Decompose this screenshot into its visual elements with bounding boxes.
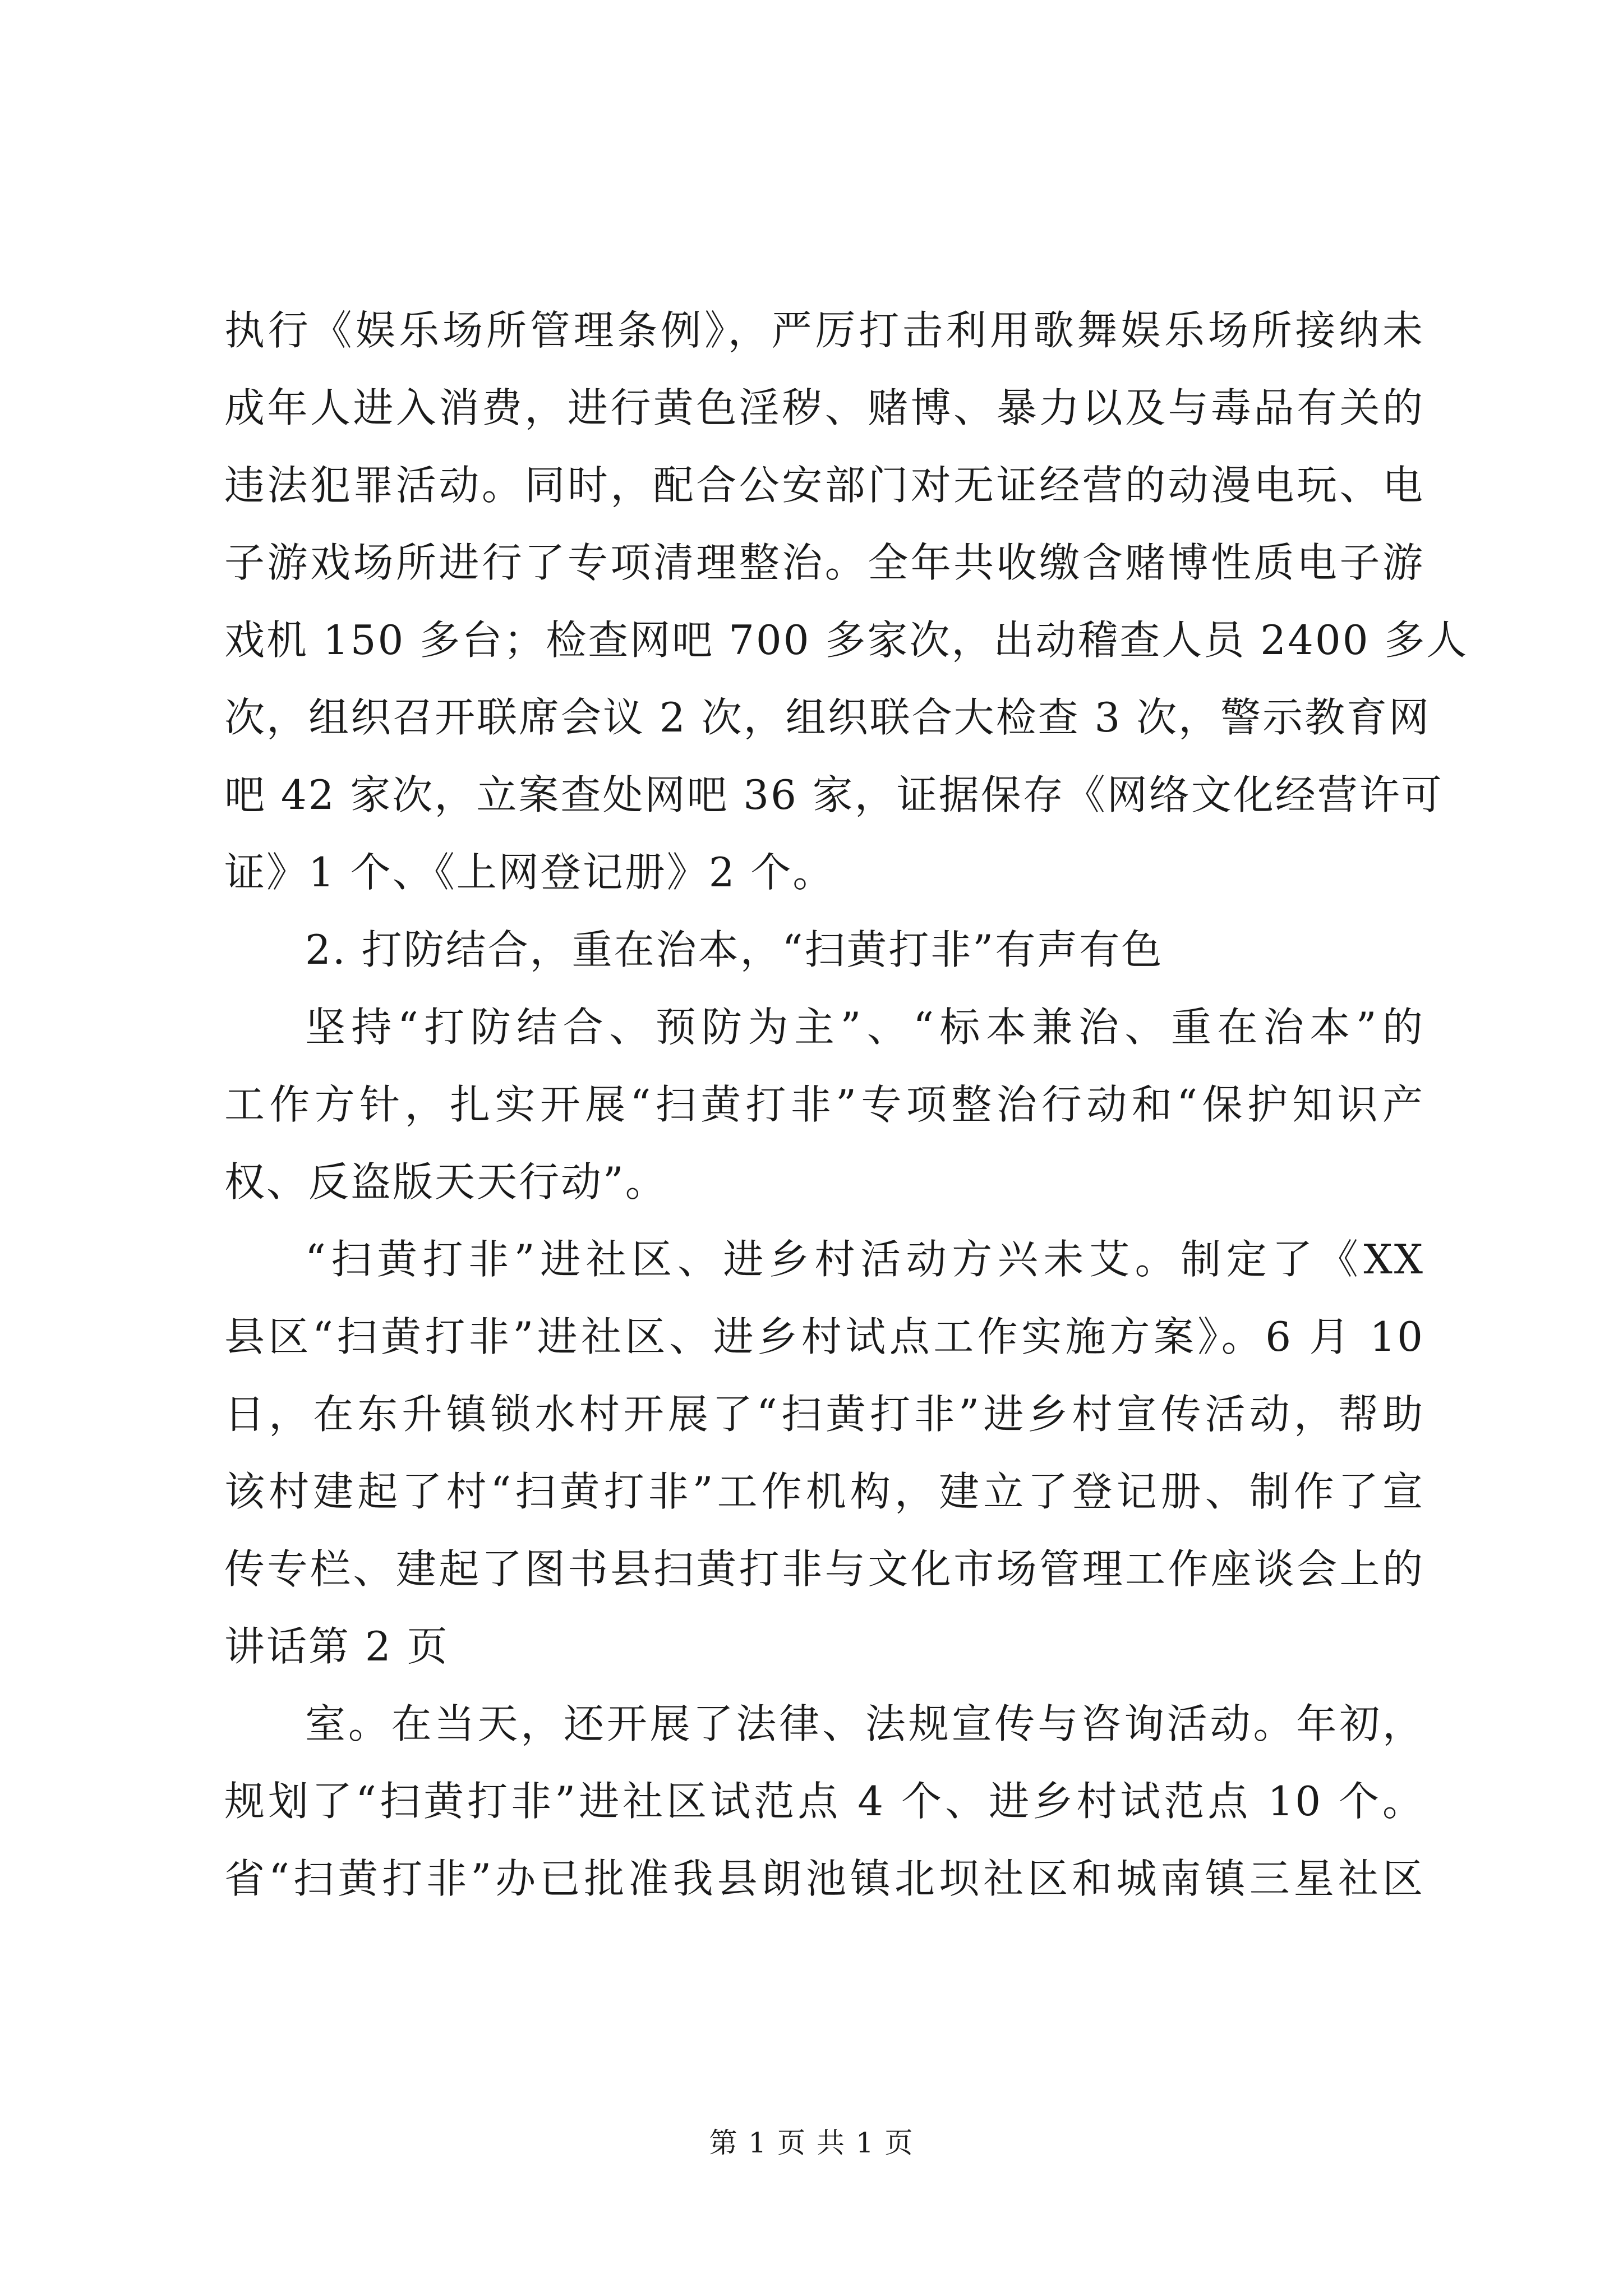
paragraph-2-line-2: 工作方针，扎实开展“扫黄打非”专项整治行动和“保护知识产 <box>224 1081 1424 1128</box>
paragraph-1-line-3: 违法犯罪活动。同时，配合公安部门对无证经营的动漫电玩、电 <box>224 462 1424 509</box>
paragraph-3-line-2: 县区“扫黄打非”进社区、进乡村试点工作实施方案》。6 月 10 <box>224 1313 1424 1360</box>
paragraph-1-line-6: 次，组织召开联席会议 2 次，组织联合大检查 3 次，警示教育网 <box>224 694 1431 741</box>
paragraph-1-line-8: 证》1 个、《上网登记册》2 个。 <box>224 849 835 896</box>
paragraph-3-line-1: “扫黄打非”进社区、进乡村活动方兴未艾。制定了《XX <box>305 1236 1424 1283</box>
paragraph-3-line-4: 该村建起了村“扫黄打非”工作机构，建立了登记册、制作了宣 <box>224 1468 1424 1515</box>
paragraph-2-line-1: 坚持“打防结合、预防为主”、“标本兼治、重在治本”的 <box>305 1004 1424 1051</box>
paragraph-1-line-2: 成年人进入消费，进行黄色淫秽、赌博、暴力以及与毒品有关的 <box>224 384 1424 431</box>
paragraph-1-line-5: 戏机 150 多台；检查网吧 700 多家次，出动稽查人员 2400 多人 <box>224 616 1469 664</box>
paragraph-2-line-3: 权、反盗版天天行动”。 <box>224 1158 667 1205</box>
paragraph-1-line-4: 子游戏场所进行了专项清理整治。全年共收缴含赌博性质电子游 <box>224 539 1424 586</box>
paragraph-1-line-1: 执行《娱乐场所管理条例》，严厉打击利用歌舞娱乐场所接纳未 <box>224 307 1424 354</box>
paragraph-3-line-3: 日，在东升镇锁水村开展了“扫黄打非”进乡村宣传活动，帮助 <box>224 1391 1424 1438</box>
page-number-label: 第 1 页 共 1 页 <box>709 2127 914 2159</box>
document-body <box>224 292 1469 1917</box>
paragraph-3-line-6: 讲话第 2 页 <box>224 1623 449 1670</box>
page-footer <box>0 2120 1623 2161</box>
paragraph-4-line-2: 规划了“扫黄打非”进社区试范点 4 个、进乡村试范点 10 个。 <box>224 1778 1424 1825</box>
paragraph-3-line-5: 传专栏、建起了图书县扫黄打非与文化市场管理工作座谈会上的 <box>224 1545 1424 1593</box>
paragraph-4-line-3: 省“扫黄打非”办已批准我县朗池镇北坝社区和城南镇三星社区 <box>224 1855 1424 1902</box>
paragraph-1-line-7: 吧 42 家次，立案查处网吧 36 家，证据保存《网络文化经营许可 <box>224 771 1444 818</box>
paragraph-4-line-1: 室。在当天，还开展了法律、法规宣传与咨询活动。年初， <box>305 1700 1424 1747</box>
section-heading-2: 2. 打防结合，重在治本，“扫黄打非”有声有色 <box>305 926 1164 973</box>
